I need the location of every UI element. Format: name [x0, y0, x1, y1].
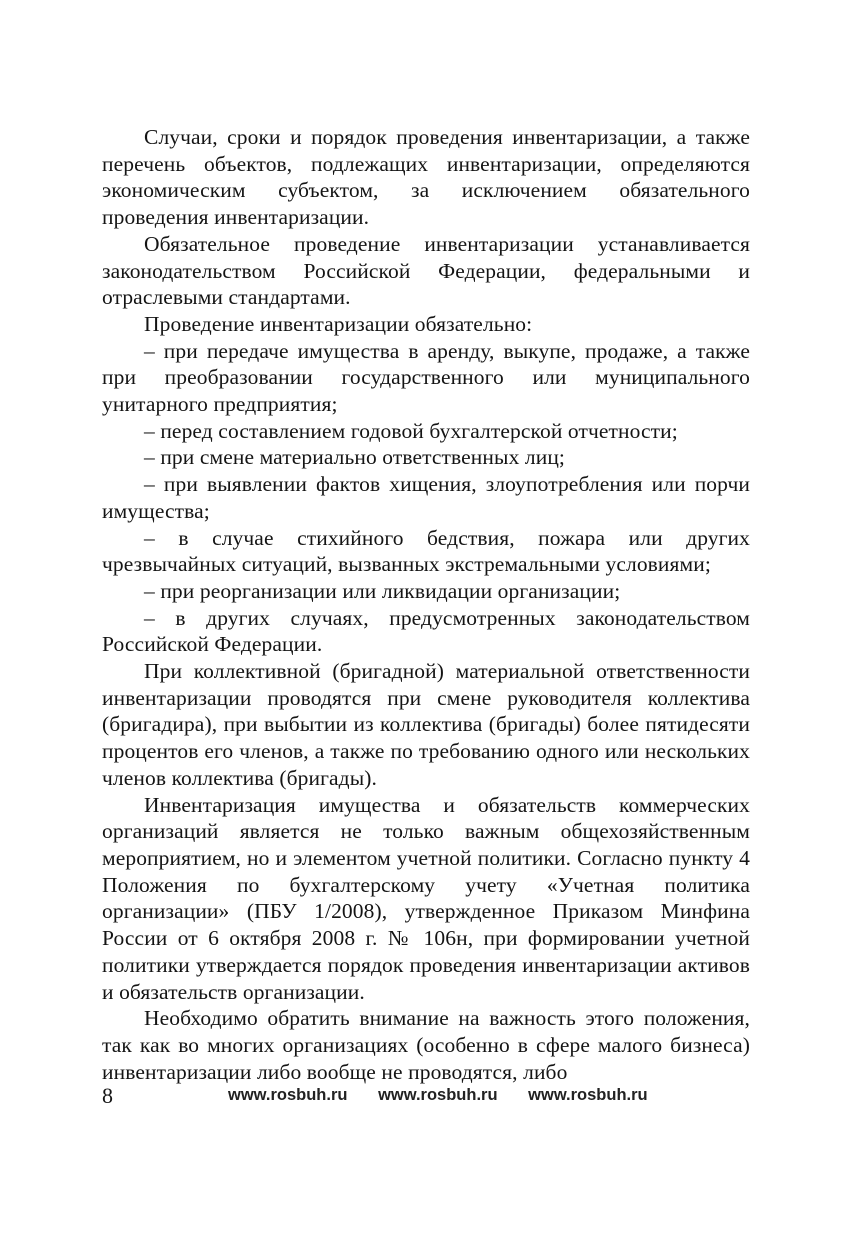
list-item: – при выявлении фактов хищения, злоупотребления или порчи имущества;: [102, 472, 750, 523]
paragraph-2: Обязательное проведение инвентаризации устанавливается законодательством Российской Федерации, федеральными и отраслевыми стандартами.: [102, 231, 750, 310]
paragraph-6: Необходимо обратить внимание на важность этого положения, так как во многих организациях (особенно в сфере малого бизнеса) инвентаризации либо вообще не проводятся, либо: [102, 1006, 750, 1084]
page-footer: [102, 1083, 750, 1113]
page-number: 8: [102, 1083, 113, 1108]
footer-url: www.rosbuh.ru: [528, 1086, 648, 1104]
list-item: – при смене материально ответственных лиц;: [144, 445, 566, 470]
list-item: – при реорганизации или ликвидации организации;: [144, 578, 621, 603]
list-item: – в других случаях, предусмотренных законодательством Российской Федерации.: [102, 605, 750, 657]
list-item: – в случае стихийного бедствия, пожара или других чрезвычайных ситуаций, вызванных экстремальными условиями;: [102, 525, 750, 577]
footer-url: www.rosbuh.ru: [228, 1086, 348, 1104]
paragraph-5: Инвентаризация имущества и обязательств коммерческих организаций является не только важным общехозяйственным мероприятием, но и элементом учетной политики. Согласно пункту 4 Положения по бухгалтерскому учету «Учетная политика организации» (ПБУ 1/2008), утвержденное Приказом Минфина России от 6 октября 2008 г. № 106н, при формировании учетной политики утверждается порядок проведения инвентаризации активов и обязательств организации.: [102, 792, 750, 1004]
paragraph-4: При коллективной (бригадной) материальной ответственности инвентаризации проводятся при смене руководителя коллектива (бригадира), при выбытии из коллектива (бригады) более пятидесяти процентов его членов, а также по требованию одного или нескольких членов коллектива (бригады).: [102, 659, 750, 790]
footer-urls: [228, 1086, 648, 1105]
list-item: – перед составлением годовой бухгалтерской отчетности;: [144, 418, 678, 443]
paragraph-3: Проведение инвентаризации обязательно:: [144, 311, 533, 336]
page-body: [102, 124, 750, 1085]
paragraph-1: Случаи, сроки и порядок проведения инвентаризации, а также перечень объектов, подлежащих инвентаризации, определяются экономическим субъектом, за исключением обязательного проведения инвентаризации.: [102, 125, 750, 230]
list-item: – при передаче имущества в аренду, выкупе, продаже, а также при преобразовании государственного или муниципального унитарного предприятия;: [102, 338, 750, 417]
footer-url: www.rosbuh.ru: [378, 1086, 498, 1104]
